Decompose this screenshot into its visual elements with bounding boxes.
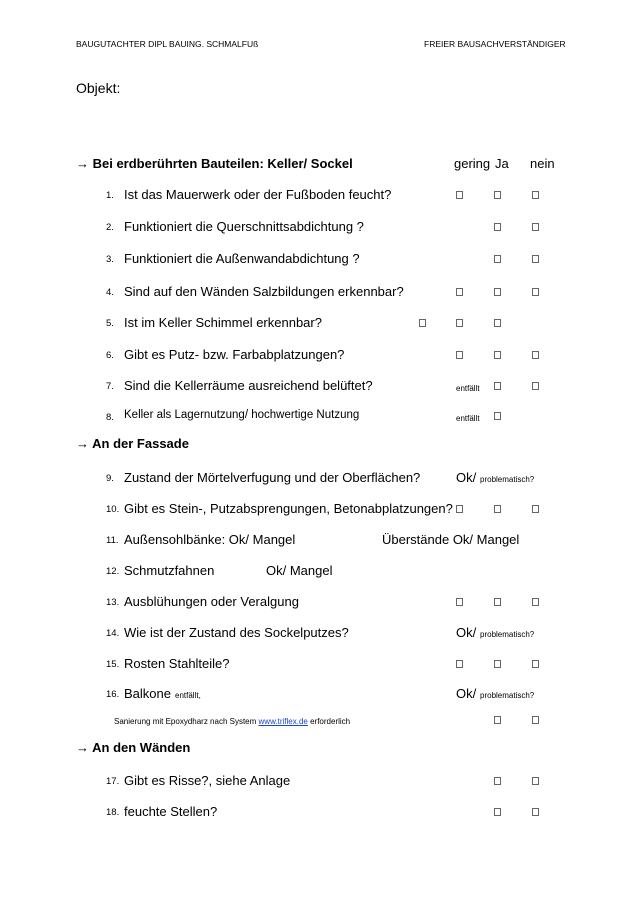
checkbox-gering[interactable] xyxy=(419,319,426,327)
item-text: Rosten Stahlteile? xyxy=(124,656,230,671)
checkbox-gering[interactable] xyxy=(456,288,463,296)
item-number: 4. xyxy=(106,287,114,298)
triflex-link[interactable]: www.triflex.de xyxy=(258,717,308,726)
entfaellt-label: entfällt xyxy=(456,414,480,423)
item-text: Ist das Mauerwerk oder der Fußboden feucht? xyxy=(124,187,392,202)
checkbox-ja[interactable] xyxy=(494,716,501,724)
item-number: 12. xyxy=(106,566,120,577)
problematisch-label: problematisch? xyxy=(480,691,535,700)
item-number: 18. xyxy=(106,807,120,818)
checkbox-nein[interactable] xyxy=(532,660,539,668)
item-text: Sind die Kellerräume ausreichend belüftet? xyxy=(124,378,373,393)
objekt-label: Objekt: xyxy=(76,80,121,96)
sanierung-note xyxy=(114,717,350,726)
item-text: Wie ist der Zustand des Sockelputzes? xyxy=(124,625,349,640)
entfaellt-label: entfällt xyxy=(456,384,480,393)
section-title-waende: → An den Wänden xyxy=(76,740,191,755)
checkbox-nein[interactable] xyxy=(532,255,539,263)
checkbox-gering[interactable] xyxy=(456,505,463,513)
item-number: 5. xyxy=(106,318,114,329)
item-number: 2. xyxy=(106,222,114,233)
item-text: Gibt es Stein-, Putzabsprengungen, Betonabplatzungen? xyxy=(124,501,453,516)
column-nein: nein xyxy=(530,156,555,171)
item-number: 10. xyxy=(106,504,120,515)
header-right: FREIER BAUSACHVERSTÄNDIGER xyxy=(424,39,566,49)
balkone-entfaellt-label: entfällt, xyxy=(175,691,201,700)
checkbox-gering[interactable] xyxy=(456,191,463,199)
item-text: Gibt es Putz- bzw. Farbabplatzungen? xyxy=(124,347,345,362)
ok-label: Ok/ xyxy=(456,470,477,485)
item-text: Zustand der Mörtelverfugung und der Oberflächen? xyxy=(124,470,421,485)
item-text: Balkone xyxy=(124,686,171,701)
checkbox-gering[interactable] xyxy=(456,660,463,668)
item-number: 11. xyxy=(106,535,119,546)
checkbox-ja[interactable] xyxy=(494,808,501,816)
item-text: Gibt es Risse?, siehe Anlage xyxy=(124,773,291,788)
checkbox-ja[interactable] xyxy=(494,351,501,359)
item-text: Sind auf den Wänden Salzbildungen erkennbar? xyxy=(124,284,404,299)
checkbox-nein[interactable] xyxy=(532,191,539,199)
checkbox-gering[interactable] xyxy=(456,598,463,606)
item-text: Keller als Lagernutzung/ hochwertige Nutzung xyxy=(124,409,360,421)
item-number: 6. xyxy=(106,350,114,361)
column-gering: gering xyxy=(454,156,491,171)
checkbox-ja[interactable] xyxy=(494,223,501,231)
checkbox-nein[interactable] xyxy=(532,808,539,816)
checkbox-nein[interactable] xyxy=(532,223,539,231)
checkbox-ja[interactable] xyxy=(494,598,501,606)
item-text: Ausblühungen oder Veralgung xyxy=(124,594,299,609)
checkbox-ja[interactable] xyxy=(494,191,501,199)
checkbox-nein[interactable] xyxy=(532,716,539,724)
checkbox-ja[interactable] xyxy=(494,505,501,513)
column-ja: Ja xyxy=(495,156,509,171)
item-text: Funktioniert die Außenwandabdichtung ? xyxy=(124,251,360,266)
ueberstaende-label: Überstände Ok/ Mangel xyxy=(382,532,520,547)
item-number: 3. xyxy=(106,254,114,265)
checkbox-ja[interactable] xyxy=(494,412,501,420)
item-text: Außensohlbänke: Ok/ Mangel xyxy=(124,532,296,547)
sanierung-text-pre: Sanierung mit Epoxydharz nach System xyxy=(114,717,259,726)
item-number: 1. xyxy=(106,190,114,201)
header-left: BAUGUTACHTER DIPL BAUING. SCHMALFUß xyxy=(76,39,259,49)
problematisch-label: problematisch? xyxy=(480,475,535,484)
checkbox-ja[interactable] xyxy=(494,288,501,296)
item-number: 13. xyxy=(106,597,120,608)
ok-label: Ok/ xyxy=(456,625,477,640)
item-text: Funktioniert die Querschnittsabdichtung ? xyxy=(124,219,364,234)
checkbox-nein[interactable] xyxy=(532,777,539,785)
item-number: 7. xyxy=(106,381,114,392)
checkbox-ja[interactable] xyxy=(456,319,463,327)
item-number: 17. xyxy=(106,776,120,787)
item-number: 14. xyxy=(106,628,120,639)
checkbox-nein[interactable] xyxy=(532,351,539,359)
item-number: 8. xyxy=(106,412,114,423)
checkbox-nein[interactable] xyxy=(532,288,539,296)
ok-label: Ok/ xyxy=(456,686,477,701)
checkbox-nein[interactable] xyxy=(494,319,501,327)
item-number: 15. xyxy=(106,659,120,670)
ok-mangel-label: Ok/ Mangel xyxy=(266,563,333,578)
checkbox-gering[interactable] xyxy=(456,351,463,359)
sanierung-text-post: erforderlich xyxy=(307,717,351,726)
item-text: Schmutzfahnen xyxy=(124,563,215,578)
checkbox-ja[interactable] xyxy=(494,777,501,785)
checkbox-nein[interactable] xyxy=(532,382,539,390)
item-text: feuchte Stellen? xyxy=(124,804,218,819)
section-title-fassade: → An der Fassade xyxy=(76,436,189,451)
item-number: 9. xyxy=(106,473,114,484)
item-number: 16. xyxy=(106,689,120,700)
checkbox-nein[interactable] xyxy=(532,598,539,606)
problematisch-label: problematisch? xyxy=(480,630,535,639)
checkbox-ja[interactable] xyxy=(494,660,501,668)
item-text: Ist im Keller Schimmel erkennbar? xyxy=(124,315,322,330)
section-title-keller: → Bei erdberührten Bauteilen: Keller/ Sockel xyxy=(76,156,353,171)
checkbox-ja[interactable] xyxy=(494,255,501,263)
checkbox-nein[interactable] xyxy=(532,505,539,513)
checkbox-ja[interactable] xyxy=(494,382,501,390)
